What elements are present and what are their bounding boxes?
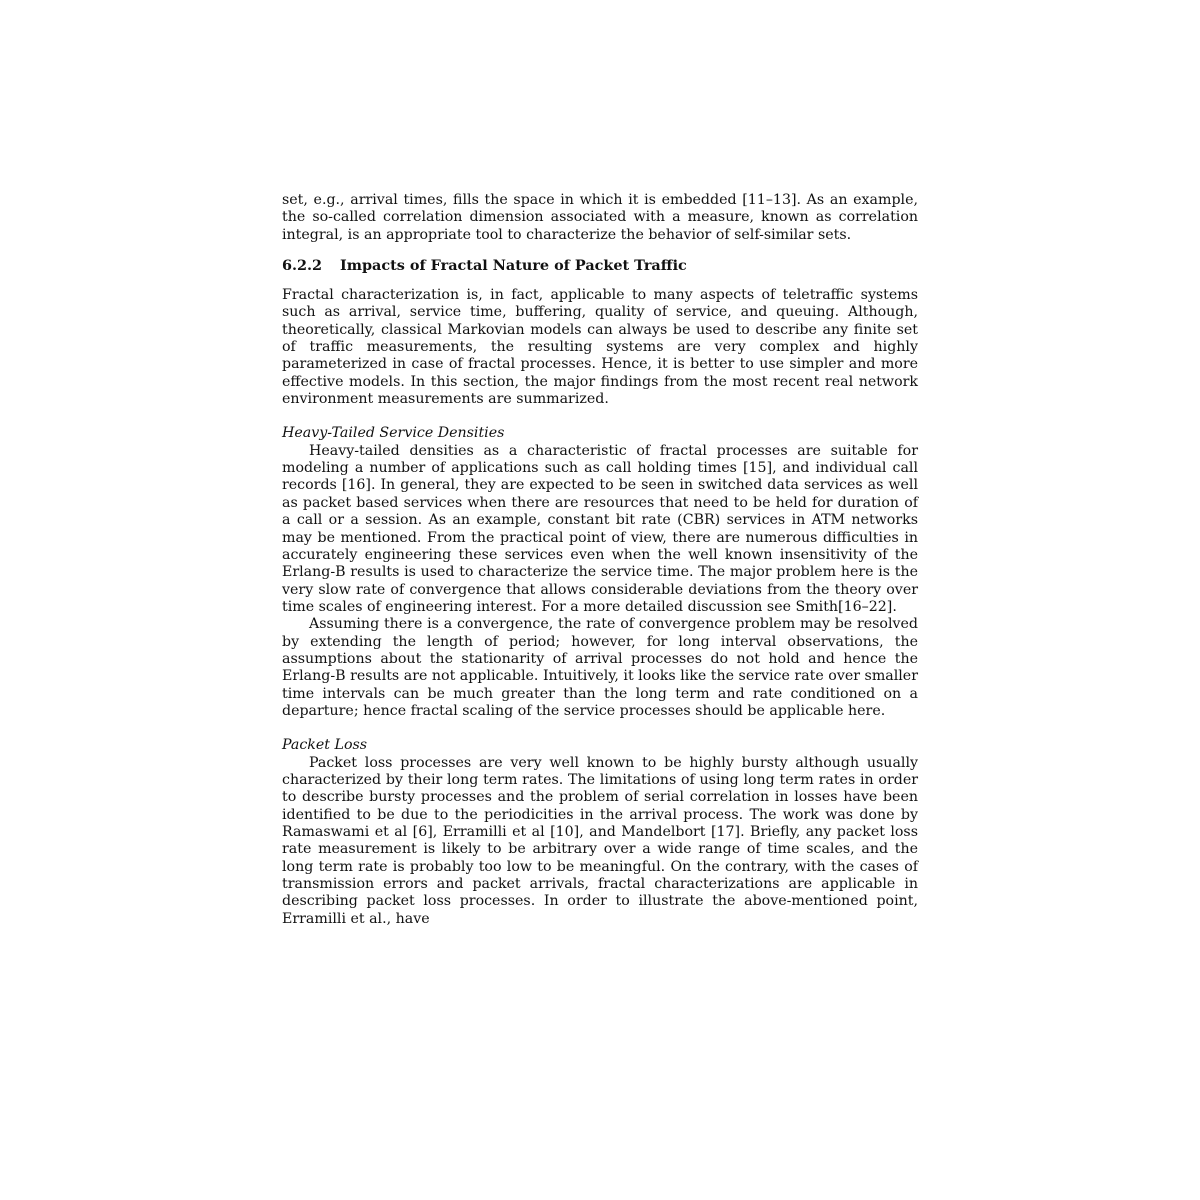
section-paragraph: Fractal characterization is, in fact, applicable to many aspects of teletraffic systems such as arrival, service time, buffering, quality of service, and queuing. Although, theoretically, classical Markovian models can always be used to describe any finite set of traffic measurements, the resulting systems are very complex and highly parameterized in case of fractal processes. Hence, it is better to use simpler and more effective models. In this section, the major findings from the most recent real network environment measurements are summarized. — [282, 287, 918, 408]
packet-loss-paragraph-1: Packet loss processes are very well known to be highly bursty although usually characterized by their long term rates. The limitations of using long term rates in order to describe bursty processes and the problem of serial correlation in losses have been identified to be due to the periodicities in the arrival process. The work was done by Ramaswami et al [6], Erramilli et al [10], and Mandelbort [17]. Briefly, any packet loss rate measurement is likely to be arbitrary over a wide range of time scales, and the long term rate is probably too low to be meaningful. On the contrary, with the cases of transmission errors and packet arrivals, fractal characterizations are applicable in describing packet loss processes. In order to illustrate the above-mentioned point, Erramilli et al., have — [282, 754, 918, 927]
intro-paragraph: set, e.g., arrival times, fills the space in which it is embedded [11–13]. As an example, the so-called correlation dimension associated with a measure, known as correlation integral, is an appropriate tool to characterize the behavior of self-similar sets. — [282, 192, 918, 243]
spacer — [282, 408, 918, 425]
section-title: Impacts of Fractal Nature of Packet Traffic — [340, 257, 687, 275]
heavy-tailed-paragraph-1: Heavy-tailed densities as a characteristic of fractal processes are suitable for modeling a number of applications such as call holding times [15], and individual call records [16]. In general, they are expected to be seen in switched data services as well as packet based services when there are resources that need to be held for duration of a call or a session. As an example, constant bit rate (CBR) services in ATM networks may be mentioned. From the practical point of view, there are numerous difficulties in accurately engineering these services even when the well known insensitivity of the Erlang-B results is used to characterize the service time. The major problem here is the very slow rate of convergence that allows considerable deviations from the theory over time scales of engineering interest. For a more detailed discussion see Smith[16–22]. — [282, 442, 918, 615]
heavy-tailed-paragraph-2: Assuming there is a convergence, the rate of convergence problem may be resolved by extending the length of period; however, for long interval observations, the assumptions about the stationarity of arrival processes do not hold and hence the Erlang-B results are not applicable. Intuitively, it looks like the service rate over smaller time intervals can be much greater than the long term and rate conditioned on a departure; hence fractal scaling of the service processes should be applicable here. — [282, 616, 918, 719]
subsection-heading-packet-loss: Packet Loss — [282, 737, 368, 754]
section-number: 6.2.2 — [282, 257, 323, 275]
spacer — [282, 720, 918, 737]
document-page — [282, 192, 918, 928]
subsection-heading-heavy-tailed: Heavy-Tailed Service Densities — [282, 425, 505, 442]
section-heading — [282, 256, 918, 275]
